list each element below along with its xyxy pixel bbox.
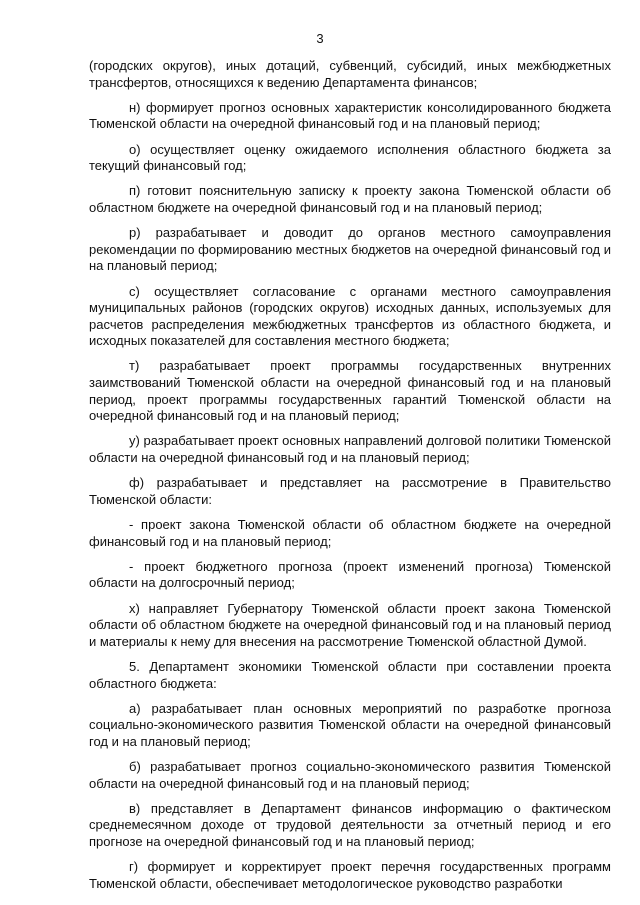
paragraph: - проект закона Тюменской области об областном бюджете на очередной финансовый год и на плановый период; bbox=[89, 517, 611, 549]
paragraph: н) формирует прогноз основных характеристик консолидированного бюджета Тюменской области на очередной финансовый год и на плановый период; bbox=[89, 99, 611, 132]
paragraph: х) направляет Губернатору Тюменской области проект закона Тюменской области об областном бюджете на очередной финансовый год и на плановый период и материалы к нему для внесения на рассмотрение Тюменской областной Думой. bbox=[89, 600, 611, 649]
document-body bbox=[89, 58, 611, 901]
page-number: 3 bbox=[316, 31, 324, 46]
paragraph: (городских округов), иных дотаций, субвенций, субсидий, иных межбюджетных трансфертов, относящихся к ведению Департамента финансов; bbox=[89, 58, 611, 90]
paragraph: б) разрабатывает прогноз социально-экономического развития Тюменской области на очередной финансовый год и на плановый период; bbox=[89, 759, 611, 791]
paragraph: о) осуществляет оценку ожидаемого исполнения областного бюджета за текущий финансовый год; bbox=[89, 141, 611, 174]
paragraph: 5. Департамент экономики Тюменской области при составлении проекта областного бюджета: bbox=[89, 658, 611, 691]
paragraph: п) готовит пояснительную записку к проекту закона Тюменской области об областном бюджете на очередной финансовый год и на плановый период; bbox=[89, 183, 611, 215]
paragraph: г) формирует и корректирует проект перечня государственных программ Тюменской области, обеспечивает методологическое руководство разработки bbox=[89, 859, 611, 891]
paragraph: а) разрабатывает план основных мероприятий по разработке прогноза социально-экономического развития Тюменской области на очередной финансовый год и на плановый период; bbox=[89, 700, 611, 749]
paragraph: в) представляет в Департамент финансов информацию о фактическом среднемесячном доходе от трудовой деятельности за отчетный период и его прогнозе на очередной финансовый год и на плановый период; bbox=[89, 800, 611, 850]
paragraph: - проект бюджетного прогноза (проект изменений прогноза) Тюменской области на долгосрочный период; bbox=[89, 558, 611, 591]
paragraph: с) осуществляет согласование с органами местного самоуправления муниципальных районов (городских округов) исходных данных, используемых для расчетов распределения межбюджетных трансфертов из областного бюджета, и исходных показателей для составления местного бюджета; bbox=[89, 283, 611, 349]
paragraph: ф) разрабатывает и представляет на рассмотрение в Правительство Тюменской области: bbox=[89, 475, 611, 507]
paragraph: у) разрабатывает проект основных направлений долговой политики Тюменской области на очередной финансовый год и на плановый период; bbox=[89, 433, 611, 466]
paragraph: р) разрабатывает и доводит до органов местного самоуправления рекомендации по формированию местных бюджетов на очередной финансовый год и на плановый период; bbox=[89, 225, 611, 274]
paragraph: т) разрабатывает проект программы государственных внутренних заимствований Тюменской области на очередной финансовый год и на плановый период, проект программы государственных гарантий Тюменской области на очередной финансовый год и на плановый период; bbox=[89, 358, 611, 424]
